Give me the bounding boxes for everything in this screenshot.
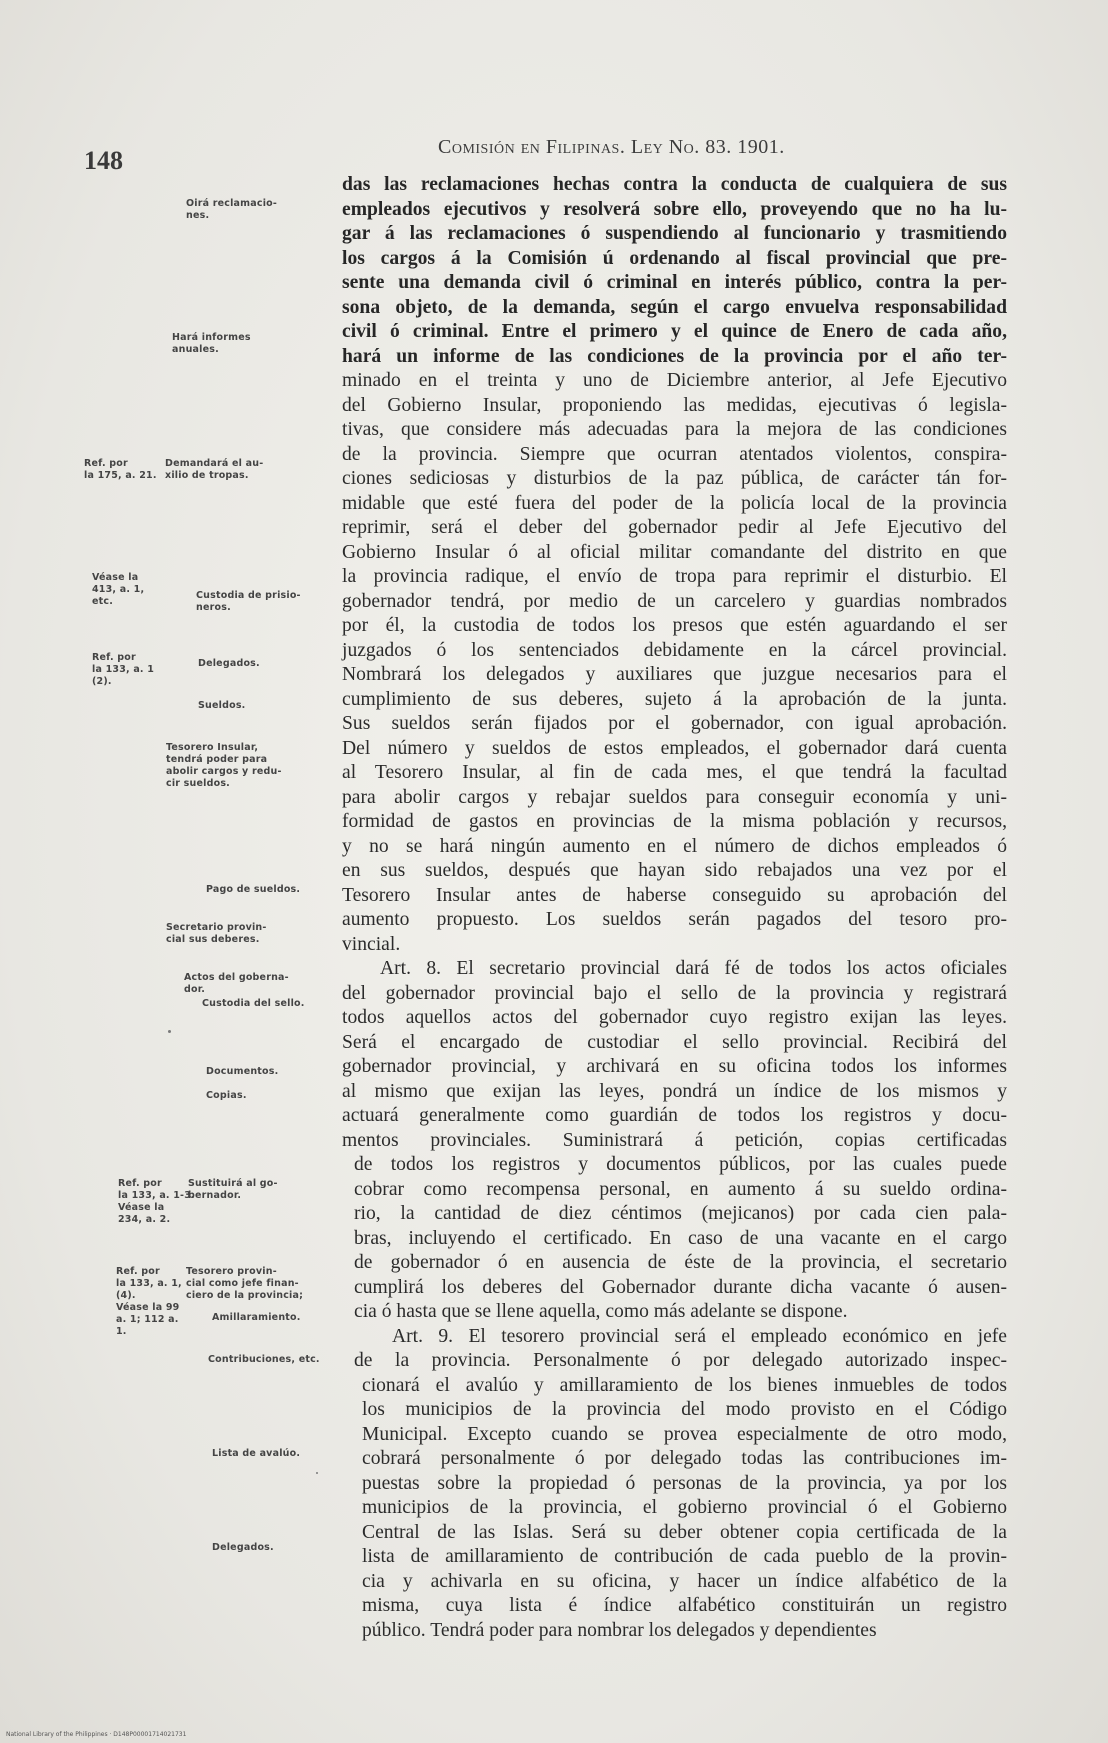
- margin-note-demandara-auxilio: Demandará el au- xilio de tropas.: [165, 458, 264, 481]
- body-line: cobrar como recompensa personal, en aumento á su sueldo ordina-: [354, 1178, 1007, 1200]
- margin-note-secretario-provincial: Secretario provin- cial sus deberes.: [166, 922, 267, 945]
- margin-note-ref-133-b: Ref. por la 133, a. 1-3. Véase la 234, a. 2.: [118, 1178, 195, 1225]
- body-line: del gobernador provincial bajo el sello de la provincia y registrará: [342, 982, 1007, 1004]
- body-line: midable que esté fuera del poder de la policía local de la provincia: [342, 492, 1007, 514]
- margin-note-ref-175: Ref. por la 175, a. 21.: [84, 458, 157, 481]
- margin-note-lista-avaluo: Lista de avalúo.: [212, 1448, 301, 1459]
- body-line: formidad de gastos en provincias de la misma población y recursos,: [342, 811, 1007, 832]
- body-line: rio, la cantidad de diez céntimos (mejicanos) por cada cien pala-: [354, 1203, 1007, 1224]
- ink-speck: [168, 1030, 171, 1033]
- body-line: Nombrará los delegados y auxiliares que juzgue necesarios para el: [342, 664, 1007, 685]
- body-line: vincial.: [342, 933, 401, 955]
- margin-note-tesorero-provincial: Tesorero provin- cial como jefe finan- ciero de la provincia;: [186, 1266, 304, 1301]
- margin-note-copias: Copias.: [206, 1090, 247, 1101]
- body-line: la provincia radique, el envío de tropa para reprimir el disturbio. El: [342, 566, 1007, 587]
- ink-speck: [316, 1472, 318, 1474]
- body-line: cumplimiento de sus deberes, sujeto á la aprobación de la junta.: [342, 688, 1007, 710]
- body-line: los cargos á la Comisión ú ordenando al fiscal provincial que pre-: [342, 247, 1007, 269]
- body-line: Art. 9. El tesorero provincial será el empleado económico en jefe: [392, 1325, 1007, 1347]
- body-line: de gobernador ó en ausencia de éste de la provincia, el secretario: [354, 1252, 1007, 1273]
- body-line: hará un informe de las condiciones de la provincia por el año ter-: [342, 345, 1007, 367]
- body-line: cumplirá los deberes del Gobernador durante dicha vacante ó ausen-: [354, 1276, 1007, 1298]
- body-line: Municipal. Excepto cuando se provea especialmente de otro modo,: [362, 1423, 1007, 1445]
- body-line: Del número y sueldos de estos empleados, el gobernador dará cuenta: [342, 737, 1007, 759]
- body-line: en sus sueldos, después que hayan sido rebajados una vez por el: [342, 860, 1007, 881]
- body-line: minado en el treinta y uno de Diciembre anterior, al Jefe Ejecutivo: [342, 370, 1007, 391]
- body-line: Gobierno Insular ó al oficial militar comandante del distrito en que: [342, 541, 1007, 563]
- body-line: y no se hará ningún aumento en el número de dichos empleados ó: [342, 835, 1007, 857]
- body-line: público. Tendrá poder para nombrar los delegados y dependientes: [362, 1619, 877, 1641]
- margin-note-vease-413: Véase la 413, a. 1, etc.: [92, 572, 145, 607]
- margin-note-contribuciones: Contribuciones, etc.: [208, 1354, 320, 1365]
- margin-note-pago-sueldos: Pago de sueldos.: [206, 884, 301, 895]
- body-line: Tesorero Insular antes de haberse conseguido su aprobación del: [342, 884, 1007, 906]
- margin-note-delegados: Delegados.: [198, 658, 260, 669]
- body-line: Art. 8. El secretario provincial dará fé de todos los actos oficiales: [380, 958, 1007, 979]
- body-line: ciones sediciosas y disturbios de la paz pública, de carácter tán for-: [342, 468, 1007, 489]
- body-line: al Tesorero Insular, al fin de cada mes, el que tendrá la facultad: [342, 762, 1007, 783]
- body-line: al mismo que exijan las leyes, pondrá un índice de los mismos y: [342, 1080, 1007, 1102]
- margin-note-ref-133-a: Ref. por la 133, a. 1 (2).: [92, 652, 155, 687]
- body-line: cia y achivarla en su oficina, y hacer un índice alfabético de la: [362, 1570, 1007, 1592]
- margin-note-sustituira-gobernador: Sustituirá al go- bernador.: [188, 1178, 278, 1201]
- running-head: Comisión en Filipinas. Ley No. 83. 1901.: [438, 136, 785, 158]
- body-line: los municipios de la provincia del modo provisto en el Código: [362, 1399, 1007, 1420]
- margin-note-oira-reclamaciones: Oirá reclamacio- nes.: [186, 198, 278, 221]
- body-line: juzgados ó los sentenciados debidamente en la cárcel provincial.: [342, 639, 1007, 661]
- body-line: Central de las Islas. Será su deber obtener copia certificada de la: [362, 1521, 1007, 1543]
- body-line: tivas, que considere más adecuadas para la mejora de las condiciones: [342, 419, 1007, 440]
- body-line: misma, cuya lista é índice alfabético constituirán un registro: [362, 1595, 1007, 1616]
- margin-note-sueldos: Sueldos.: [198, 700, 246, 711]
- margin-note-hara-informes: Hará informes anuales.: [172, 332, 251, 355]
- body-line: gobernador provincial, y archivará en su oficina todos los informes: [342, 1056, 1007, 1077]
- body-line: sona objeto, de la demanda, según el cargo envuelva responsabilidad: [342, 296, 1007, 318]
- margin-note-custodia-sello: Custodia del sello.: [202, 998, 305, 1009]
- body-line: das las reclamaciones hechas contra la conducta de cualquiera de sus: [342, 174, 1007, 195]
- margin-note-documentos: Documentos.: [206, 1066, 279, 1077]
- body-line: bras, incluyendo el certificado. En caso de una vacante en el cargo: [354, 1227, 1007, 1249]
- body-line: cobrará personalmente ó por delegado todas las contribuciones im-: [362, 1448, 1007, 1469]
- body-line: Será el encargado de custodiar el sello provincial. Recibirá del: [342, 1031, 1007, 1053]
- body-line: gar á las reclamaciones ó suspendiendo al funcionario y trasmitiendo: [342, 223, 1007, 244]
- body-line: aumento propuesto. Los sueldos serán pagados del tesoro pro-: [342, 909, 1007, 930]
- body-line: empleados ejecutivos y resolverá sobre ello, proveyendo que no ha lu-: [342, 198, 1007, 220]
- body-line: para abolir cargos y rebajar sueldos para conseguir economía y uni-: [342, 786, 1007, 808]
- body-line: lista de amillaramiento de contribución de cada pueblo de la provin-: [362, 1546, 1007, 1567]
- margin-note-amillaramiento: Amillaramiento.: [212, 1312, 301, 1323]
- body-line: municipios de la provincia, el gobierno provincial ó el Gobierno: [362, 1497, 1007, 1518]
- body-line: Sus sueldos serán fijados por el gobernador, con igual aprobación.: [342, 713, 1007, 734]
- body-line: actuará generalmente como guardián de todos los registros y docu-: [342, 1105, 1007, 1126]
- body-line: de la provincia. Siempre que ocurran atentados violentos, conspira-: [342, 443, 1007, 465]
- margin-note-ref-133-c: Ref. por la 133, a. 1, (4). Véase la 99 a. 1; 112 a. 1.: [116, 1266, 182, 1337]
- body-line: por él, la custodia de todos los presos que estén aguardando el ser: [342, 615, 1007, 636]
- body-line: todos aquellos actos del gobernador cuyo registro exijan las leyes.: [342, 1007, 1007, 1028]
- margin-note-custodia-prisioneros: Custodia de prisio- neros.: [196, 590, 301, 613]
- body-line: civil ó criminal. Entre el primero y el quince de Enero de cada año,: [342, 321, 1007, 342]
- body-line: gobernador tendrá, por medio de un carcelero y guardias nombrados: [342, 590, 1007, 612]
- margin-note-actos-gobernador: Actos del goberna- dor.: [184, 972, 289, 995]
- margin-note-delegados-2: Delegados.: [212, 1542, 274, 1553]
- scan-footer: National Library of the Philippines · D148P00001714021731: [6, 1731, 187, 1738]
- body-line: reprimir, será el deber del gobernador pedir al Jefe Ejecutivo del: [342, 517, 1007, 538]
- margin-note-tesorero-insular: Tesorero Insular, tendrá poder para abolir cargos y redu- cir sueldos.: [166, 742, 282, 789]
- body-line: de todos los registros y documentos públicos, por las cuales puede: [354, 1154, 1007, 1175]
- body-line: de la provincia. Personalmente ó por delegado autorizado inspec-: [354, 1350, 1007, 1371]
- body-line: sente una demanda civil ó criminal en interés público, contra la per-: [342, 272, 1007, 293]
- page-number: 148: [84, 146, 123, 175]
- body-line: del Gobierno Insular, proponiendo las medidas, ejecutivas ó legisla-: [342, 394, 1007, 416]
- body-line: cia ó hasta que se llene aquella, como más adelante se dispone.: [354, 1301, 848, 1322]
- body-line: cionará el avalúo y amillaramiento de los bienes inmuebles de todos: [362, 1374, 1007, 1396]
- body-line: puestas sobre la propiedad ó personas de la provincia, ya por los: [362, 1472, 1007, 1494]
- body-line: mentos provinciales. Suministrará á petición, copias certificadas: [342, 1129, 1007, 1151]
